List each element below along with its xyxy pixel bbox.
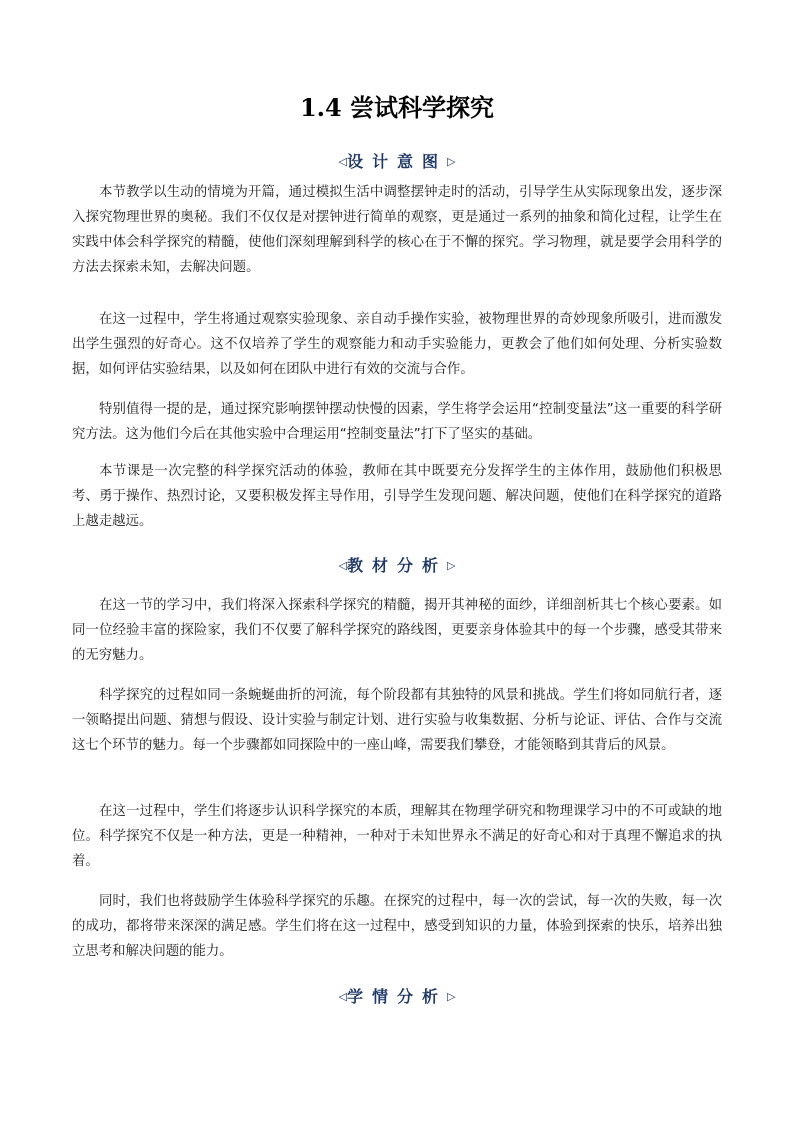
triangle-right-icon: ▷	[447, 559, 456, 572]
section-heading-text: 设计意图	[346, 152, 447, 171]
triangle-left-icon: ◁	[338, 559, 347, 572]
section-heading-design-intent	[0, 149, 794, 172]
paragraph: 本节教学以生动的情境为开篇，通过模拟生活中调整摆钟走时的活动，引导学生从实际现象出发，逐步深入探究物理世界的奥秘。我们不仅仅是对摆钟进行简单的观察，更是通过一系列的抽象和简化过程，让学生在实践中体会科学探究的精髓，使他们深刻理解到科学的核心在于不懈的探究。学习物理，就是要学会用科学的方法去探索未知，去解决问题。	[72, 185, 722, 275]
triangle-right-icon: ▷	[447, 155, 456, 168]
paragraph: 本节课是一次完整的科学探究活动的体验，教师在其中既要充分发挥学生的主体作用，鼓励他们积极思考、勇于操作、热烈讨论，又要积极发挥主导作用，引导学生发现问题、解决问题，使他们在科学探究的道路上越走越远。	[72, 464, 722, 529]
section-heading-material-analysis	[0, 553, 794, 576]
paragraph: 在这一节的学习中，我们将深入探索科学探究的精髓，揭开其神秘的面纱，详细剖析其七个核心要素。如同一位经验丰富的探险家，我们不仅要了解科学探究的路线图，更要亲身体验其中的每一个步骤，感受其带来的无穷魅力。	[72, 598, 722, 663]
paragraph: 在这一过程中，学生将通过观察实验现象、亲自动手操作实验，被物理世界的奇妙现象所吸引，进而激发出学生强烈的好奇心。这不仅培养了学生的观察能力和动手实验能力，更教会了他们如何处理、分析实验数据，如何评估实验结果，以及如何在团队中进行有效的交流与合作。	[72, 312, 722, 377]
paragraph: 科学探究的过程如同一条蜿蜒曲折的河流，每个阶段都有其独特的风景和挑战。学生们将如同航行者，逐一领略提出问题、猜想与假设、设计实验与制定计划、进行实验与收集数据、分析与论证、评估、合作与交流这七个环节的魅力。每一个步骤都如同探险中的一座山峰，需要我们攀登，才能领略到其背后的风景。	[72, 688, 722, 753]
section-heading-text: 学情分析	[346, 987, 447, 1006]
section-heading-student-analysis	[0, 984, 794, 1007]
page-title: 1.4 尝试科学探究	[299, 93, 495, 122]
triangle-right-icon: ▷	[447, 990, 456, 1003]
paragraph: 特别值得一提的是，通过探究影响摆钟摆动快慢的因素，学生将学会运用“控制变量法”这一重要的科学研究方法。这为他们今后在其他实验中合理运用“控制变量法”打下了坚实的基础。	[72, 402, 722, 442]
triangle-left-icon: ◁	[338, 990, 347, 1003]
section-heading-text: 教材分析	[346, 556, 447, 575]
paragraph: 同时，我们也将鼓励学生体验科学探究的乐趣。在探究的过程中，每一次的尝试，每一次的失败，每一次的成功，都将带来深深的满足感。学生们将在这一过程中，感受到知识的力量，体验到探索的快乐，培养出独立思考和解决问题的能力。	[72, 894, 722, 959]
paragraph: 在这一过程中，学生们将逐步认识科学探究的本质，理解其在物理学研究和物理课学习中的不可或缺的地位。科学探究不仅是一种方法，更是一种精神，一种对于未知世界永不满足的好奇心和对于真理不懈追求的执着。	[72, 804, 722, 869]
triangle-left-icon: ◁	[338, 155, 347, 168]
